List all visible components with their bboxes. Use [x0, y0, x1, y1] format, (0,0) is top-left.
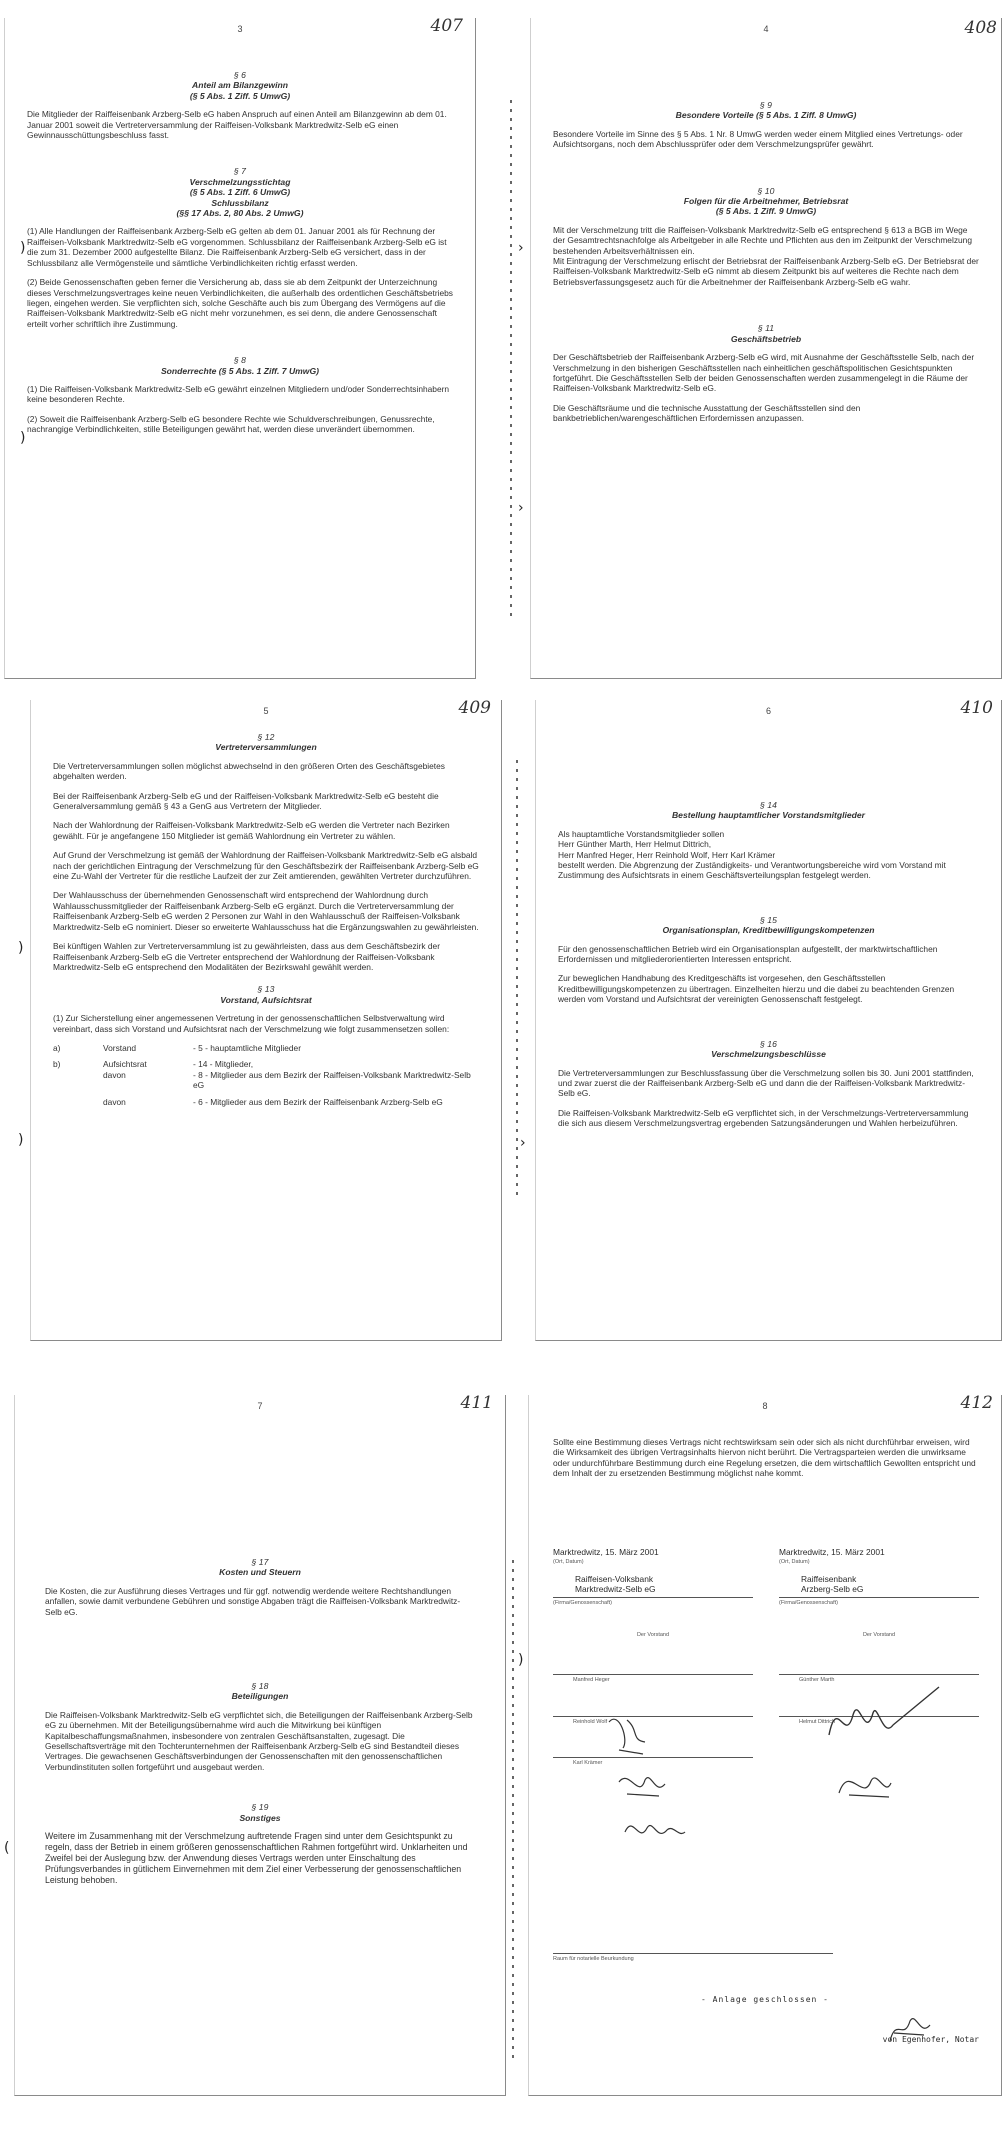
- section-heading: § 15 Organisationsplan, Kreditbewilligungskompetenzen: [662, 914, 875, 936]
- place-date: Marktredwitz, 15. März 2001: [779, 1547, 885, 1557]
- section-heading: § 8 Sonderrechte (§ 5 Abs. 1 Ziff. 7 UmwG): [160, 355, 320, 376]
- notary-line: [553, 1953, 833, 1954]
- firm-line-2: Marktredwitz-Selb eG: [575, 1584, 656, 1595]
- firm-line-2: Arzberg-Selb eG: [801, 1584, 864, 1595]
- scan-artifact: [516, 760, 518, 1200]
- handwritten-number: 408: [964, 18, 997, 38]
- page-8: [528, 1395, 1002, 2096]
- binder-hole-mark: (: [4, 1840, 10, 1856]
- handwritten-number: 411: [460, 1395, 493, 1413]
- paragraph: Bei künftigen Wahlen zur Vertreterversammlung ist zu gewährleisten, dass aus dem Geschäftsbezirk der Raiffeisenbank Arzberg-Selb eG die Vertreter entsprechend der Wahlordnung der Raiffeisen-Volksbank Marktredwitz-Selb eG entsprechend den Modalitäten der Bezirkswahl gewählt werden.: [53, 941, 440, 972]
- binder-hole-mark: ): [18, 1132, 24, 1148]
- paragraph: Mit der Verschmelzung tritt die Raiffeisen-Volksbank Marktredwitz-Selb eG entsprechend § 613 a BGB im Wege der Gesamtrechtsnachfolge als Arbeitgeber in alle Rechte und Pflichten aus den im Zeitpunkt der Verschmelzung bestehenden Arbeitsverhältnissen ein. Mit Eintragung der Verschmelzung erlischt der Betriebsrat der Raiffeisenbank Arzberg-Selb eG. Der Betriebsrat der Raiffeisen-Volksbank Marktredwitz-Selb eG nimmt ab diesem Zeitpunkt bis auf weiteres die Rechte nach dem Betriebsverfassungsgesetz auch für die Arbeitnehmer der Raiffeisenbank Arzberg-Selb eG wahr.: [553, 224, 979, 287]
- paragraph: Als hauptamtliche Vorstandsmitglieder sollen Herr Günther Marth, Herr Helmut Dittrich, Herr Manfred Heger, Herr Reinhold Wolf, Herr Karl Krämer bestellt werden. Die Abgrenzung der Zuständigkeits- und Verantwortungsbereiche wird vom Vorstand mit Zustimmung des Aufsichtsrats in einem Geschäftsverteilungsplan festgelegt werden.: [558, 828, 946, 881]
- paragraph: Die Vertreterversammlungen sollen möglichst abwechselnd in den größeren Orten des Geschäftsgebietes abgehalten werden.: [53, 760, 445, 782]
- section-heading: § 14 Bestellung hauptamtlicher Vorstandsmitglieder: [671, 800, 866, 821]
- page-number: 8: [762, 1401, 768, 1411]
- section-heading: § 12 Vertreterversammlungen: [215, 732, 317, 753]
- final-clause: Sollte eine Bestimmung dieses Vertrags nicht rechtswirksam sein oder sich als nicht durchführbar erweisen, wird die Wirksamkeit des übrigen Vertragsinhalts hiervon nicht berührt. Die Vertragsparteien werden die unwirksame oder undurchführbare Bestimmung durch eine Regelung ersetzen, die dem wirtschaftlich Gewollten entspricht und dem Inhalt der zu ersetzenden Bestimmung möglichst nahe kommt.: [553, 1437, 976, 1479]
- paragraph: Besondere Vorteile im Sinne des § 5 Abs. 1 Nr. 8 UmwG werden weder einem Mitglied eines Vertretungs- oder Aufsichtsorgans, noch dem Abschlussprüfer oder dem Verschmelzungsprüfer gewährt.: [553, 128, 963, 150]
- place-date: Marktredwitz, 15. März 2001: [553, 1547, 659, 1557]
- page-7: [14, 1395, 506, 2096]
- table-row: b) Aufsichtsrat davon - 14 - Mitglieder, - 8 - Mitglieder aus dem Bezirk der Raiffeisen-Volksbank Marktredwitz-Selb eG: [53, 1059, 471, 1091]
- paragraph: Der Geschäftsbetrieb der Raiffeisenbank Arzberg-Selb eG wird, mit Ausnahme der Geschäftsstelle Selb, nach der Verschmelzung in den bisherigen Geschäftsstellen nach einheitlichen geschäftspolitischen Gesichtspunkten fortgeführt. Die Geschäftsstellen Selb der beiden Genossenschaften werden zusammengelegt in die Räume der Raiffeisen-Volksbank Marktredwitz-Selb eG.: [553, 352, 975, 394]
- board-composition-table: [53, 1043, 479, 1107]
- table-row: davon - 6 - Mitglieder aus dem Bezirk der Raiffeisenbank Arzberg-Selb eG: [103, 1096, 443, 1107]
- page-body: [27, 58, 453, 444]
- scan-artifact: [512, 1560, 514, 2060]
- signer-name: Helmut Dittrich: [799, 1718, 836, 1725]
- signer-name: Manfred Heger: [573, 1677, 610, 1684]
- page-number: 5: [263, 706, 269, 716]
- page-number: 4: [763, 24, 769, 34]
- annex-note: - Anlage geschlossen -: [701, 1995, 829, 2004]
- section-heading: § 7 Verschmelzungsstichtag (§ 5 Abs. 1 Ziff. 6 UmwG) Schlussbilanz (§§ 17 Abs. 2, 80 Abs. 2 UmwG): [176, 166, 304, 219]
- page-body: [45, 1545, 475, 1895]
- binder-hole-mark: ›: [518, 500, 524, 516]
- handwritten-number: 412: [960, 1395, 993, 1413]
- signer-name: Karl Krämer: [573, 1760, 603, 1767]
- paragraph: Die Vertreterversammlungen zur Beschlussfassung über die Verschmelzung sollen bis 30. Juni 2001 stattfinden, und zwar zuerst die der Raiffeisenbank Arzberg-Selb eG und dann die der Raiffeisen-Volksbank Marktredwitz-Selb eG.: [558, 1067, 974, 1099]
- notary-space-label: Raum für notarielle Beurkundung: [553, 1956, 634, 1962]
- place-date-label: (Ort, Datum): [779, 1559, 810, 1566]
- paragraph: Die Mitglieder der Raiffeisenbank Arzberg-Selb eG haben Anspruch auf einen Anteil am Bilanzgewinn ab dem 01. Januar 2001 soweit die Vertreterversammlung der Raiffeisen-Volksbank Marktredwitz-Selb eG einen Gewinnausschüttungsbeschluss fasst.: [27, 109, 447, 141]
- paragraph: Die Raiffeisen-Volksbank Marktredwitz-Selb eG verpflichtet sich, die Beteiligungen der Raiffeisenbank Arzberg-Selb eG zu übernehmen. Mit der Beteiligungsübernahme wird auch die Mitwirkung bei künftigen Kapitalbeschaffungsmaßnahmen, insbesondere von zentralen Geschäftsanstalten, zugesagt. Die Gesellschaftsverträge mit den Tochterunternehmen der Raiffeisenbank Arzberg-Selb eG sind Bestandteil dieses Vertrages. Die gewachsenen Geschäftsverbindungen der Genossenschaften mit den genossenschaftlichen Verbundinstituten sollen fortgeführt und ausgebaut werden.: [45, 1709, 473, 1772]
- page-6: [535, 700, 1002, 1341]
- board-label: Der Vorstand: [862, 1632, 896, 1639]
- signer-name: Reinhold Wolf: [573, 1718, 608, 1725]
- section-heading: § 17 Kosten und Steuern: [219, 1557, 301, 1578]
- firm-label: (Firma/Genossenschaft): [779, 1599, 838, 1606]
- place-date-label: (Ort, Datum): [553, 1559, 584, 1566]
- paragraph: Nach der Wahlordnung der Raiffeisen-Volksbank Marktredwitz-Selb eG werden die Vertreter nach Bezirken gewählt. Für je angefangene 150 Mitglieder ist gemäß Wahlordnung ein Vertreter zu wählen.: [53, 820, 450, 841]
- paragraph: (2) Beide Genossenschaften geben ferner die Versicherung ab, dass sie ab dem Zeitpunkt der Unterzeichnung dieses Verschmelzungsvertrages keine neuen Verbindlichkeiten, die außerhalb des ordentlichen Geschäftsbetriebs liegen, eingehen werden. Sie verpflichten sich, solche Geschäfte auch bis zum Übergang des Vermögens auf die Raiffeisen-Volksbank Marktredwitz-Selb eG nicht mehr vorzunehmen, es sei denn, die andere Genossenschaft erteilt vorher schriftlich ihre Zustimmung.: [27, 277, 453, 329]
- firm-line-1: Raiffeisen-Volksbank: [575, 1573, 654, 1584]
- binder-hole-mark: ›: [518, 240, 524, 256]
- paragraph: (1) Zur Sicherstellung einer angemessenen Vertretung in der genossenschaftlichen Selbstverwaltung wird vereinbart, dass sich Vorstand und Aufsichtsrat nach der Verschmelzung wie folgt zusammensetzen sollen:: [53, 1013, 450, 1034]
- binder-hole-mark: ): [20, 240, 26, 256]
- paragraph: (1) Die Raiffeisen-Volksbank Marktredwitz-Selb eG gewährt einzelnen Mitgliedern und/oder Sonderrechtsinhabern keine besonderen Rechte.: [27, 383, 450, 405]
- notary-name: von Egenhofer, Notar: [882, 2035, 979, 2044]
- scan-artifact: [510, 100, 512, 620]
- firm-label: (Firma/Genossenschaft): [553, 1599, 612, 1606]
- section-heading: § 11 Geschäftsbetrieb: [730, 323, 802, 344]
- signature-image: [599, 1710, 739, 1860]
- section-heading: § 16 Verschmelzungsbeschlüsse: [711, 1038, 826, 1060]
- paragraph: Für den genossenschaftlichen Betrieb wird ein Organisationsplan aufgestellt, der marktwirtschaftlichen Erfordernissen und mitgliederorientierten Interessen entspricht.: [558, 943, 938, 965]
- page-body: [553, 88, 979, 433]
- notary-signature-image: [884, 2011, 944, 2051]
- binder-hole-mark: ): [20, 430, 26, 446]
- signer-name: Günther Marth: [799, 1677, 835, 1684]
- paragraph: Bei der Raiffeisenbank Arzberg-Selb eG und der Raiffeisen-Volksbank Marktredwitz-Selb eG besteht die Generalversammlung gemäß § 43 a GenG aus Vertretern der Mitglieder.: [53, 790, 439, 812]
- section-heading: § 10 Folgen für die Arbeitnehmer, Betriebsrat (§ 5 Abs. 1 Ziff. 9 UmwG): [683, 185, 849, 217]
- signature-image: [819, 1685, 969, 1815]
- page-4: [530, 18, 1002, 679]
- binder-hole-mark: ›: [520, 1135, 526, 1151]
- page-body: [558, 788, 979, 1138]
- paragraph: (2) Soweit die Raiffeisenbank Arzberg-Selb eG besondere Rechte wie Schuldverschreibungen, Genussrechte, nachrangige Verbindlichkeiten, stille Beteiligungen gewährt hat, werden diese unverändert übernommen.: [27, 413, 435, 435]
- paragraph: Die Kosten, die zur Ausführung dieses Vertrages und für ggf. notwendig werdende weitere Rechtshandlungen anfallen, sowie damit verbundene Gebühren und sonstige Abgaben trägt die Raiffeisen-Volksbank Marktredwitz-Selb eG.: [45, 1585, 461, 1617]
- paragraph: Die Geschäftsräume und die technische Ausstattung der Geschäftsstellen sind den bankbetrieblichen/warengeschäftlichen Erfordernissen anzupassen.: [553, 402, 861, 424]
- handwritten-number: 410: [960, 700, 993, 718]
- section-heading: § 6 Anteil am Bilanzgewinn (§ 5 Abs. 1 Ziff. 5 UmwG): [189, 70, 291, 101]
- handwritten-number: 409: [458, 700, 491, 718]
- page-number: 7: [257, 1401, 263, 1411]
- page-number: 3: [237, 24, 243, 34]
- firm-line-1: Raiffeisenbank: [801, 1573, 857, 1584]
- paragraph: Die Raiffeisen-Volksbank Marktredwitz-Selb eG verpflichtet sich, in der Verschmelzungs-Vertreterversammlung die sich aus diesem Verschmelzungsvertrag ergebenden Satzungsänderungen und Wahlen herbeizuführen.: [558, 1107, 969, 1129]
- paragraph: Der Wahlausschuss der übernehmenden Genossenschaft wird entsprechend der Wahlordnung durch Wahlausschussmitglieder der Raiffeisenbank Arzberg-Selb eG ergänzt. Durch die Vertreterversammlung der Raiffeisenbank Arzberg-Selb eG werden 2 Personen zur Wahl in den Wahlausschuß der Raiffeisen-Volksbank Marktredwitz-Selb eG nominiert. Dieser so erweiterte Wahlausschuss hat die Ergänzungswahlen zu gewährleisten.: [53, 890, 479, 932]
- paragraph: Zur beweglichen Handhabung des Kreditgeschäfts ist vorgesehen, den Geschäftsstellen Kreditbewilligungskompetenzen zu übertragen. Einzelheiten hierzu und die dabei zu beachtenden Grenzen werden vom Vorstand und Aufsichtsrat der vereinigten Genossenschaft festgelegt.: [558, 973, 955, 1005]
- page-body: [53, 720, 479, 1113]
- section-heading: § 13 Vorstand, Aufsichtsrat: [220, 984, 312, 1005]
- binder-hole-mark: ): [518, 1652, 524, 1668]
- table-row: a) Vorstand - 5 - hauptamtliche Mitglieder: [53, 1042, 301, 1053]
- page-5: [30, 700, 502, 1341]
- paragraph: Weitere im Zusammenhang mit der Verschmelzung auftretende Fragen sind unter dem Gesichtspunkt zu regeln, dass der Betrieb in einem größeren genossenschaftlichen Rahmen fortgeführt wird. Unklarheiten und Zweifel bei der Auslegung bzw. der Anwendung dieses Vertrags werden unter Einschaltung des Prüfungsverbandes in gütlichem Einvernehmen mit dem Ziel einer Verbesserung der genossenschaftlichen Leistung behoben.: [45, 1831, 468, 1886]
- paragraph: Auf Grund der Verschmelzung ist gemäß der Wahlordnung der Raiffeisen-Volksbank Marktredwitz-Selb eG alsbald nach der gerichtlichen Eintragung der Verschmelzung für den Geschäftsbezirk der Raiffeisenbank Arzberg-Selb eG eine Zu-Wahl der Vertreter für die restliche Laufzeit der zur Zeit amtierenden, gewählten Vertreter durchzuführen.: [53, 850, 479, 882]
- section-heading: § 18 Beteiligungen: [231, 1681, 289, 1702]
- board-label: Der Vorstand: [636, 1632, 670, 1639]
- page-3: [4, 18, 476, 679]
- page-number: 6: [765, 706, 771, 716]
- section-heading: § 9 Besondere Vorteile (§ 5 Abs. 1 Ziff. 8 UmwG): [675, 100, 857, 121]
- handwritten-number: 407: [430, 18, 463, 36]
- section-heading: § 19 Sonstiges: [239, 1802, 281, 1823]
- paragraph: (1) Alle Handlungen der Raiffeisenbank Arzberg-Selb eG gelten ab dem 01. Januar 2001 als für Rechnung der Raiffeisen-Volksbank Marktredwitz-Selb eG vorgenommen. Schlussbilanz der Raiffeisenbank Arzberg-Selb eG ist die zum 31. Dezember 2000 aufgestellte Bilanz. Die Raiffeisenbank Arzberg-Selb eG versichert, dass in der Schlussbilanz alle Vermögensteile und sämtliche Verbindlichkeiten richtig erfasst werden.: [27, 226, 447, 268]
- binder-hole-mark: ): [18, 940, 24, 956]
